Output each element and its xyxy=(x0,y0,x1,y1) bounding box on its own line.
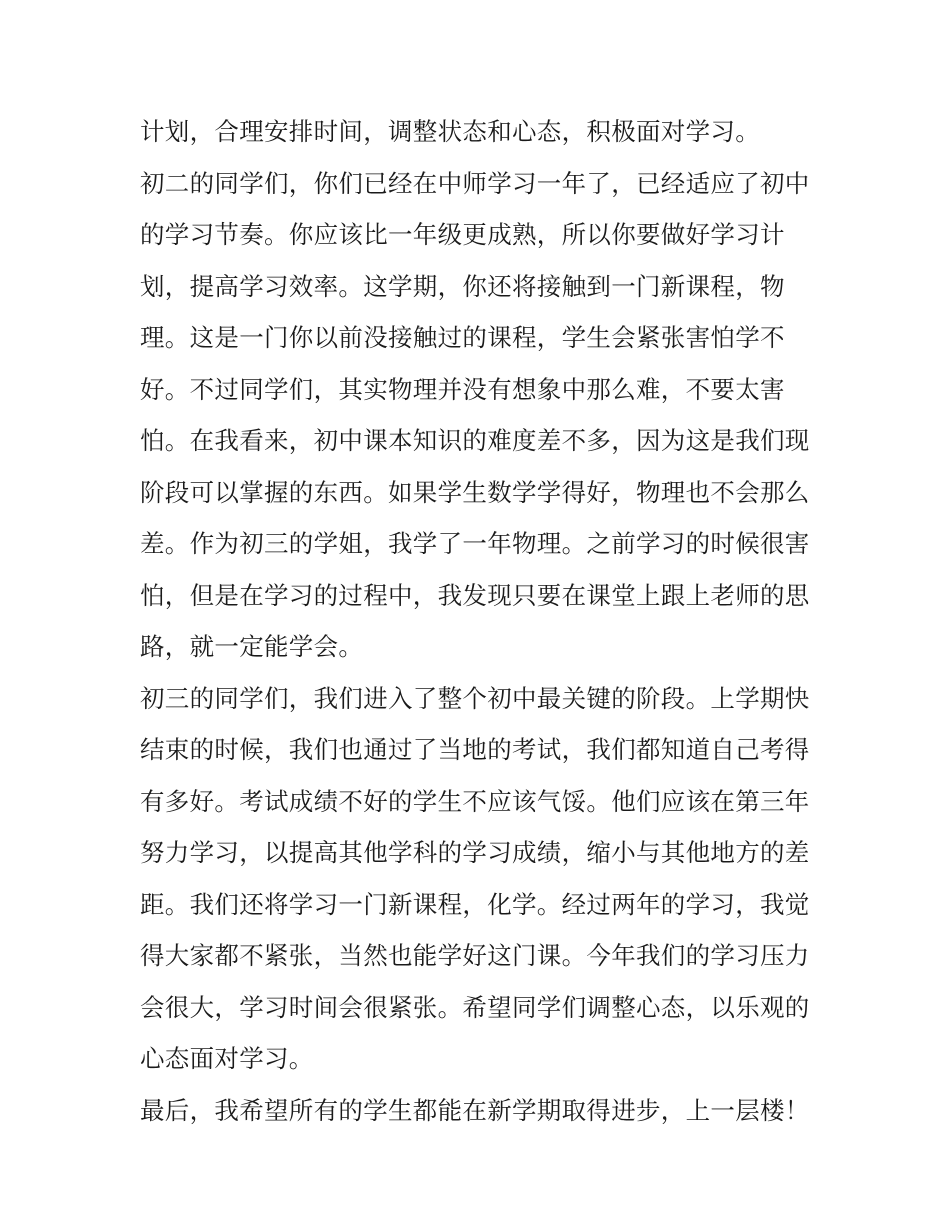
paragraph-study-plan-ending xyxy=(140,106,820,158)
paragraph-closing-wish xyxy=(140,1085,820,1137)
paragraph-grade-three xyxy=(140,673,820,1085)
document-body xyxy=(140,106,820,1136)
text-line: 理。这是一门你以前没接触过的课程，学生会紧张害怕学不 xyxy=(140,323,785,352)
paragraph-grade-two xyxy=(140,158,820,673)
text-line: 得大家都不紧张，当然也能学好这门课。今年我们的学习压力 xyxy=(140,941,810,970)
text-line: 怕，但是在学习的过程中，我发现只要在课堂上跟上老师的思 xyxy=(140,580,810,610)
text-line: 努力学习，以提高其他学科的学习成绩，缩小与其他地方的差 xyxy=(140,838,810,867)
text-line: 路，就一定能学会。 xyxy=(140,632,364,661)
text-line: 初三的同学们，我们进入了整个初中最关键的阶段。上学期快 xyxy=(140,683,810,713)
text-line: 阶段可以掌握的东西。如果学生数学学得好，物理也不会那么 xyxy=(140,477,810,507)
text-line: 计划，合理安排时间，调整状态和心态，积极面对学习。 xyxy=(140,117,760,146)
text-line: 差。作为初三的学姐，我学了一年物理。之前学习的时候很害 xyxy=(140,529,810,558)
text-line: 好。不过同学们，其实物理并没有想象中那么难，不要太害 xyxy=(140,374,785,404)
text-line: 的学习节奏。你应该比一年级更成熟，所以你要做好学习计 xyxy=(140,220,785,249)
text-line: 最后，我希望所有的学生都能在新学期取得进步，上一层楼！ xyxy=(140,1095,810,1125)
text-line: 划，提高学习效率。这学期，你还将接触到一门新课程，物 xyxy=(140,271,785,301)
text-line: 距。我们还将学习一门新课程，化学。经过两年的学习，我觉 xyxy=(140,889,810,919)
text-line: 结束的时候，我们也通过了当地的考试，我们都知道自己考得 xyxy=(140,735,810,764)
text-line: 怕。在我看来，初中课本知识的难度差不多，因为这是我们现 xyxy=(140,426,810,455)
text-line: 初二的同学们，你们已经在中师学习一年了，已经适应了初中 xyxy=(140,168,810,198)
text-line: 心态面对学习。 xyxy=(140,1044,314,1073)
text-line: 会很大，学习时间会很紧张。希望同学们调整心态，以乐观的 xyxy=(140,992,810,1022)
text-line: 有多好。考试成绩不好的学生不应该气馁。他们应该在第三年 xyxy=(140,786,810,816)
